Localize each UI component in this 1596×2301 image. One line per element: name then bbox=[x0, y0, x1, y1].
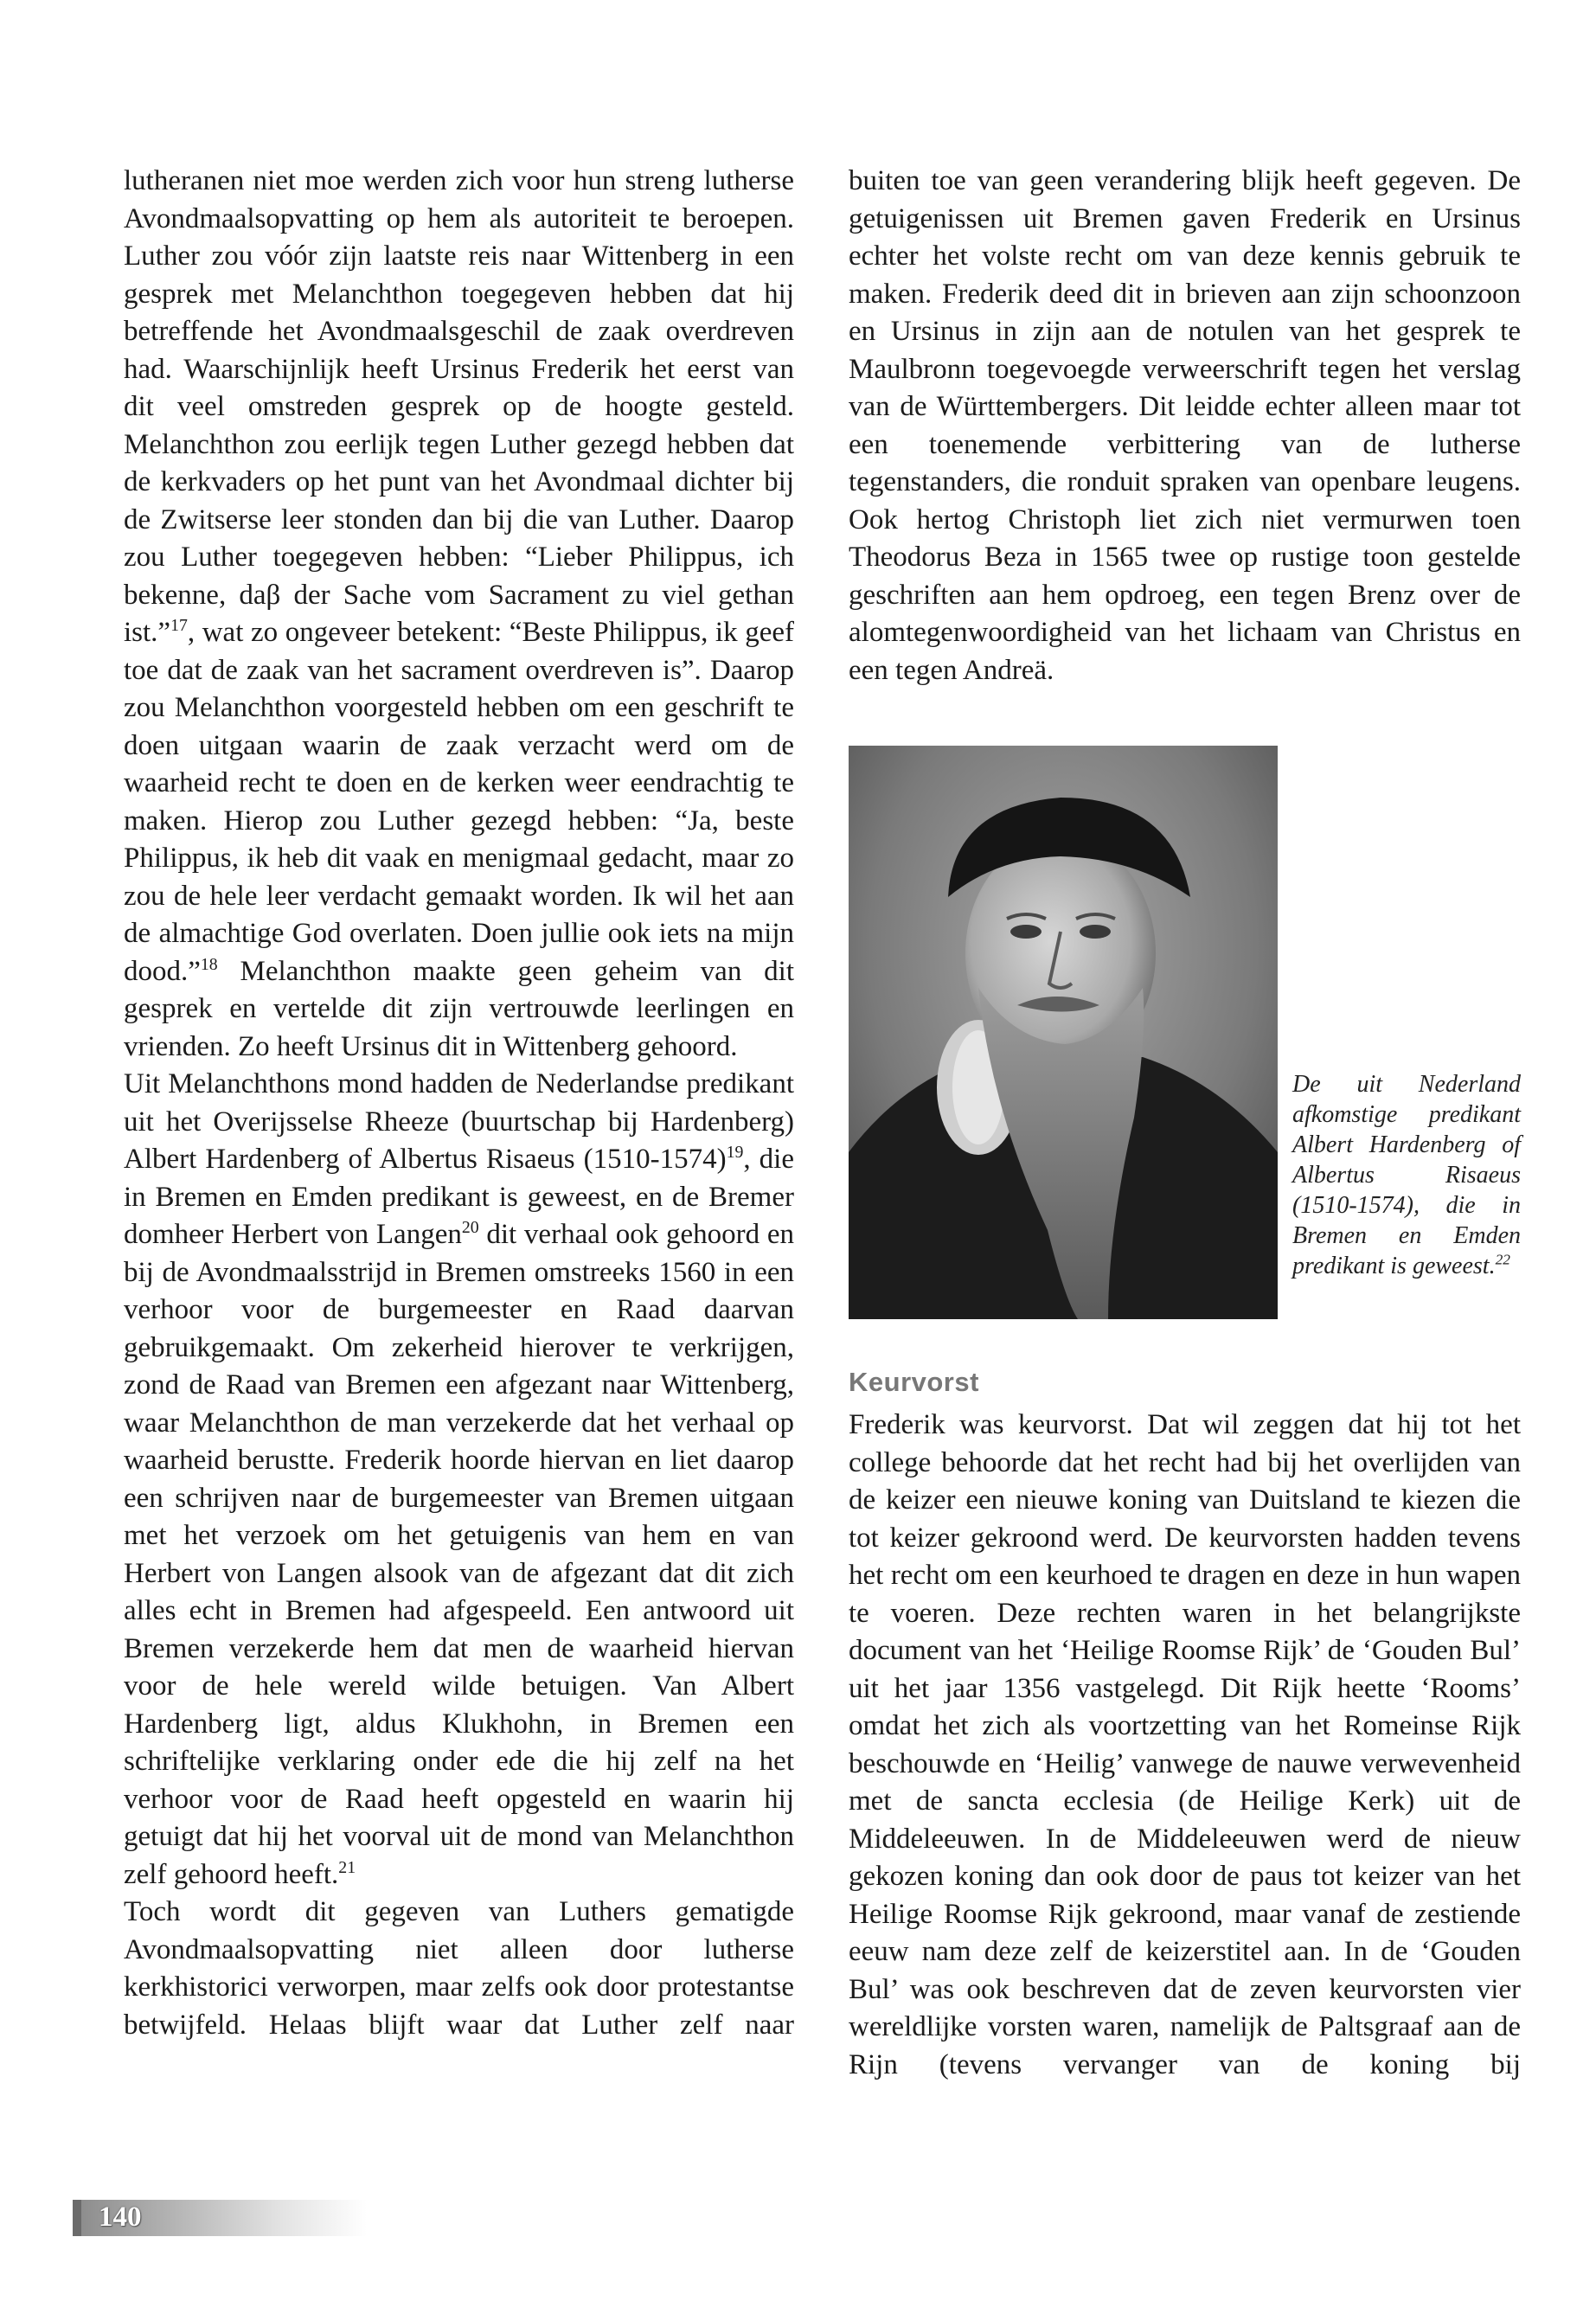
left-column bbox=[124, 163, 794, 2044]
footnote-ref[interactable]: 21 bbox=[338, 1857, 356, 1877]
footnote-ref[interactable]: 17 bbox=[170, 616, 188, 635]
footnote-ref[interactable]: 20 bbox=[461, 1218, 479, 1237]
footnote-ref[interactable]: 18 bbox=[200, 954, 218, 974]
paragraph: Frederik was keurvorst. Dat wil zeggen dat hij tot het college behoorde dat het recht had bij het overlijden van de keizer een nieuwe koning van Duitsland te kiezen die tot keizer gekroond werd. De keurvorsten hadden tevens het recht om een keurhoed te dragen en deze in hun wapen te voeren. Deze rechten waren in het belangrijkste document van het ‘Heilige Roomse Rijk’ de ‘Gouden Bul’ uit het jaar 1356 vastgelegd. Dit Rijk heette ‘Rooms’ omdat het zich als voortzetting van het Romeinse Rijk beschouwde en ‘Heilig’ vanwege de nauwe verwevenheid met de sancta ecclesia (de Heilige Kerk) uit de Middeleeuwen. In de Middeleeuwen werd de nieuw gekozen koning dan ook door de paus tot keizer van het Heilige Roomse Rijk gekroond, maar vanaf de zestiende eeuw nam deze zelf de keizerstitel aan. In de ‘Gouden Bul’ was ook beschreven dat de zeven keurvorsten vier wereldlijke vorsten waren, namelijk de Paltsgraaf aan de Rijn (tevens vervanger van de koning bij bbox=[849, 1409, 1521, 2080]
folio-bar bbox=[73, 2200, 81, 2236]
footnote-ref[interactable]: 19 bbox=[726, 1143, 744, 1162]
portrait-image bbox=[849, 746, 1278, 1319]
paragraph: buiten toe van geen verandering blijk heeft gegeven. De getuigenissen uit Bremen gaven Frederik en Ursinus echter het volste recht om van deze kennis gebruik te maken. Frederik deed dit in brieven aan zijn schoonzoon en Ursinus in zijn aan de notulen van het gesprek te Maulbronn toegevoegde verweerschrift tegen het verslag van de Württembergers. Dit leidde echter alleen maar tot een toenemende verbittering van de lutherse tegenstanders, die ronduit spraken van openbare leugens. Ook hertog Christoph liet zich niet vermurwen toen Theodorus Beza in 1565 twee op rustige toon gestelde geschriften aan hem opdroeg, een tegen Brenz over de alomtegenwoordigheid van het lichaam van Christus en een tegen Andreä. bbox=[849, 165, 1521, 686]
section-heading: Keurvorst bbox=[849, 1367, 979, 1397]
paragraph: Uit Melanchthons mond hadden de Nederlandse predikant uit het Overijsselse Rheeze (buurtschap bij Hardenberg) Albert Hardenberg of Albertus Risaeus (1510-1574)$^{19}$, die in Bremen en Emden predikant is geweest, en de Bremer domheer Herbert von Langen$^{20}$ dit verhaal ook gehoord en bij de Avondmaalsstrijd in Bremen omstreeks 1560 in een verhoor voor de burgemeester en Raad daarvan gebruikgemaakt. Om zekerheid hierover te verkrijgen, zond de Raad van Bremen een afgezant naar Wittenberg, waar Melanchthon de man verzekerde dat het verhaal op waarheid berustte. Frederik hoorde hiervan en liet daarop een schrijven naar de burgemeester van Bremen uitgaan met het verzoek om het getuigenis van hem en van Herbert von Langen alsook van de afgezant dat dit zich alles echt in Bremen had afgespeeld. Een antwoord uit Bremen verzekerde hem dat men de waarheid hiervan voor de hele wereld wilde betuigen. Van Albert Hardenberg ligt, aldus Klukhohn, in Bremen een schriftelijke verklaring onder ede die hij zelf na het verhoor voor de Raad heeft opgesteld en waarin hij getuigt dat hij het voorval uit de mond van Melanchthon zelf gehoord heeft.$^{21}$ bbox=[124, 1068, 794, 1890]
right-column-top bbox=[849, 163, 1521, 689]
portrait-illustration bbox=[849, 746, 1278, 1319]
figure-caption: De uit Nederland afkomstige predikant Albert Hardenberg of Albertus Risaeus (1510-1574), die in Bremen en Emden predikant is geweest.$^{22}$ bbox=[1292, 1071, 1521, 1279]
paragraph: Toch wordt dit gegeven van Luthers gematigde Avondmaalsopvatting niet alleen door lutherse kerkhistorici verworpen, maar zelfs ook door protestantse betwijfeld. Helaas blijft waar dat Luther zelf naar bbox=[124, 1896, 794, 2041]
footnote-ref[interactable]: 22 bbox=[1495, 1251, 1510, 1268]
paragraph: lutheranen niet moe werden zich voor hun streng lutherse Avondmaalsopvatting op hem als autoriteit te beroepen. Luther zou vóór zijn laatste reis naar Wittenberg in een gesprek met Melanchthon toegegeven hebben dat hij betreffende het Avondmaalsgeschil de zaak overdreven had. Waarschijnlijk heeft Ursinus Frederik het eerst van dit veel omstreden gesprek op de hoogte gesteld. Melanchthon zou eerlijk tegen Luther gezegd hebben dat de kerkvaders op het punt van het Avondmaal dichter bij de Zwitserse leer stonden dan bij die van Luther. Daarop zou Luther toegegeven hebben: “Lieber Philippus, ich bekenne, daβ der Sache vom Sacrament zu viel gethan ist.”$^{17}$, wat zo ongeveer betekent: “Beste Philippus, ik geef toe dat de zaak van het sacrament overdreven is”. Daarop zou Melanchthon voorgesteld hebben om een geschrift te doen uitgaan waarin de zaak verzacht werd om de waarheid recht te doen en de kerken weer eendrachtig te maken. Hierop zou Luther gezegd hebben: “Ja, beste Philippus, ik heb dit vaak en menigmaal gedacht, maar zo zou de hele leer verdacht gemaakt worden. Ik wil het aan de almachtige God overlaten. Doen jullie ook iets na mijn dood.”$^{18}$ Melanchthon maakte geen geheim van dit gesprek en vertelde dit zijn vertrouwde leerlingen en vrienden. Zo heeft Ursinus dit in Wittenberg gehoord. bbox=[124, 165, 794, 1062]
section-body bbox=[849, 1407, 1521, 2084]
page-number: 140 bbox=[99, 2202, 142, 2233]
